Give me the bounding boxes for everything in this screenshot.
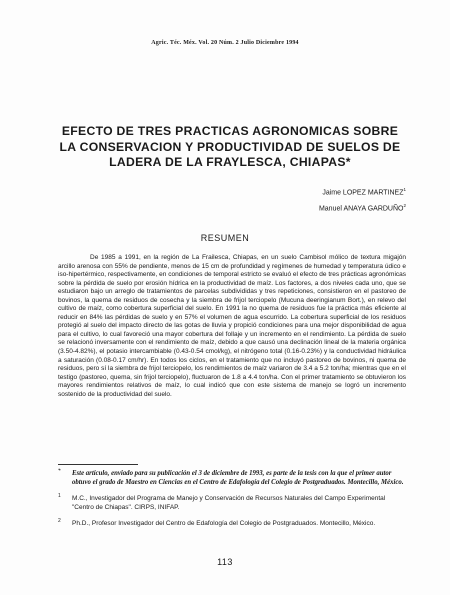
title-line: LA CONSERVACION Y PRODUCTIVIDAD DE SUELOS DE	[59, 139, 401, 154]
author-name: Manuel ANAYA GARDUÑO	[318, 205, 404, 213]
running-head: Agric. Téc. Méx. Vol. 20 Núm. 2 Julio Diciembre 1994	[151, 40, 299, 46]
page-number: 113	[217, 557, 233, 567]
abstract-paragraph: De 1985 a 1991, en la región de La Frailesca, Chiapas, en un suelo Cambisol mólico de textura migajón arcillo arenosa con 55% de pendiente, menos de 15 cm de profundidad y regímenes de humedad y temperatura údico e iso-hipertérmico, respectivamente, en condiciones de temporal estricto se evaluó el efecto de tres prácticas agronómicas sobre la pérdida de suelo por erosión hídrica en la productividad de maíz. Los factores, a dos niveles cada uno, que se estudiaron bajo un arreglo de tratamientos de parcelas subdivididas y tres repeticiones, consistieron en el pastoreo de bovinos, la quema de residuos de cosecha y la siembra de frijol terciopelo (Mucuna deeringianum Bort.), en relevo del cultivo de maíz, como cobertura superficial del suelo. En 1991 la no quema de residuos fue la práctica más eficiente al reducir en 84% las pérdidas de suelo y en 57% el volumen de agua escurrido. La cobertura superficial de los residuos protegió al suelo del impacto directo de las gotas de lluvia y propició condiciones para una mejor disponibilidad de agua para el cultivo, lo cual favoreció una mayor cobertura del follaje y un incremento en el rendimiento. La pérdida de suelo se relacionó inversamente con el rendimiento de maíz, debido a que causó una declinación lineal de la materia orgánica (3.50-4.82%), el potasio intercambiable (0.43-0.54 cmol/kg), el nitrógeno total (0.16-0.23%) y la conductividad hidráulica a saturación (0.08-0.17 cm/hr). En todos los ciclos, en el tratamiento que no incluyó pastoreo de bovinos, ni quema de residuos, pero sí la siembra de frijol terciopelo, los rendimientos de maíz variaron de 3.4 a 5.2 ton/ha; mientras que en el testigo (pastoreo, quema, sin frijol terciopelo), fluctuaron de 1.8 a 4.4 ton/ha. Con el primer tratamiento se obtuvieron los mayores rendimientos relativos de maíz, lo cual indicó que con este sistema de manejo se logró un incremento sostenido de la productividad del suelo.	[58, 254, 406, 398]
author-name: Jaime LOPEZ MARTINEZ	[322, 189, 404, 197]
title-line: EFECTO DE TRES PRACTICAS AGRONOMICAS SOBRE	[61, 124, 399, 138]
footnote-mark: 2	[58, 518, 61, 524]
footnote-text: Ph.D., Profesor Investigador del Centro de Edafología del Colegio de Postgraduados. Montecillo, México.	[72, 520, 376, 527]
title-line: LADERA DE LA FRAYLESCA, CHIAPAS*	[109, 155, 351, 169]
footnote	[58, 494, 408, 512]
footnote	[58, 469, 408, 487]
author-mark: 1	[403, 187, 406, 192]
author	[319, 199, 406, 215]
author	[319, 183, 406, 199]
footnotes	[58, 469, 408, 535]
footnote-mark: *	[58, 469, 61, 474]
footnote-divider	[58, 464, 138, 465]
footnote	[58, 519, 408, 528]
footnote-mark: 1	[58, 493, 61, 499]
article-title	[40, 124, 420, 171]
footnote-text: Este artículo, enviado para su publicación el 3 de diciembre de 1993, es parte de la tesis con la que el primer autor obtuvo el grado de Maestro en Ciencias en el Centro de Edafología del Colegio de Postgraduados. Montecillo, México.	[72, 470, 404, 486]
abstract-heading: RESUMEN	[200, 233, 250, 243]
footnote-text: M.C., Investigador del Programa de Manejo y Conservación de Recursos Naturales del Campo Experimental "Centro de Chiapas". CIRPS, INIFAP.	[72, 495, 386, 511]
abstract-body	[58, 254, 406, 399]
author-list	[319, 183, 406, 216]
author-mark: 2	[403, 203, 406, 209]
